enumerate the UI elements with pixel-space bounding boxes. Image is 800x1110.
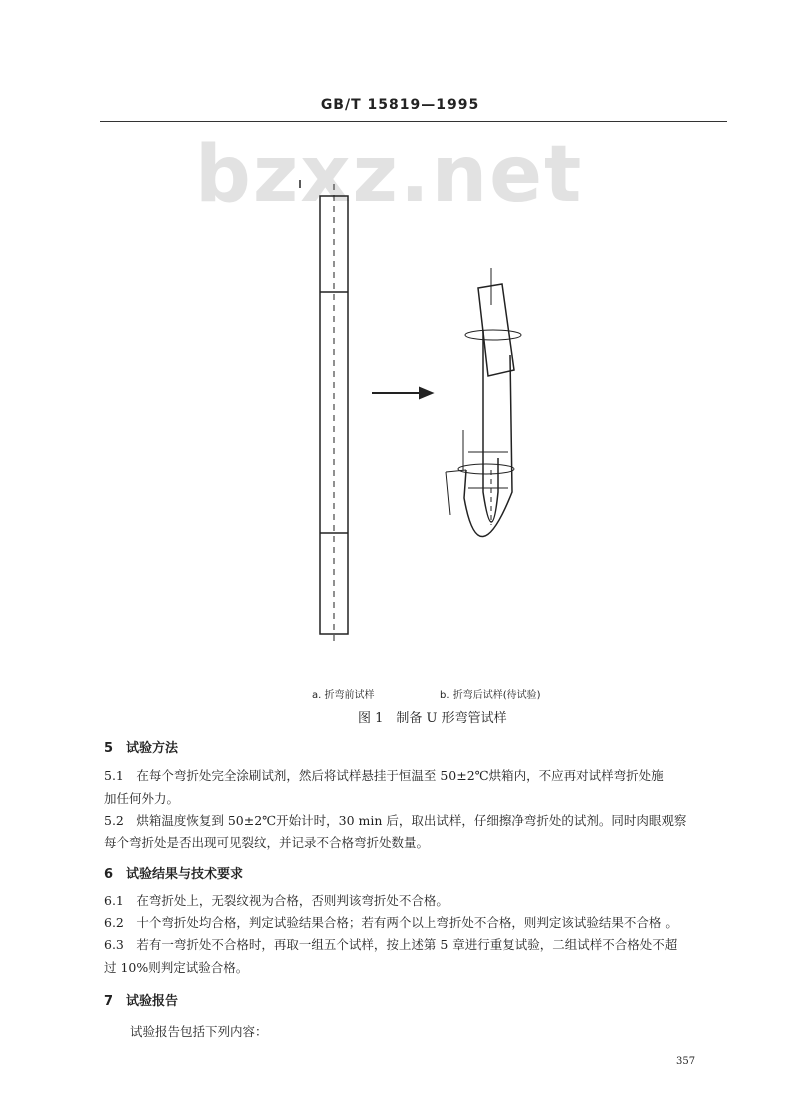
u-bend-figure [250,180,580,660]
bent-tube-drawing [446,268,521,537]
para-6-1: 6.1 在弯折处上，无裂纹视为合格，否则判该弯折处不合格。 [104,893,449,908]
standard-header: GB/T 15819—1995 [320,97,480,113]
para-5-2-line2: 每个弯折处是否出现可见裂纹，并记录不合格弯折处数量。 [104,835,430,850]
section-5-heading: 5 试验方法 [104,741,179,756]
para-5-2-line1: 5.2 烘箱温度恢复到 50±2℃开始计时，30 min 后，取出试样，仔细擦净弯折处的试剂。同时肉眼观察 [104,813,687,828]
section-6-heading: 6 试验结果与技术要求 [104,867,244,882]
straight-tube-drawing [300,180,348,646]
para-6-3-line2: 过 10%则判定试验合格。 [104,960,249,975]
para-6-2: 6.2 十个弯折处均合格，判定试验结果合格；若有两个以上弯折处不合格，则判定该试验结果不合格 。 [104,915,678,930]
figure-caption-a: a. 折弯前试样 [312,690,375,701]
page-number: 357 [676,1056,696,1067]
para-6-3-line1: 6.3 若有一弯折处不合格时，再取一组五个试样，按上述第 5 章进行重复试验，二组试样不合格处不超 [104,937,678,952]
arrow-icon [372,388,432,398]
para-5-1-line1: 5.1 在每个弯折处完全涂刷试剂，然后将试样悬挂于恒温至 50±2℃烘箱内，不应再对试样弯折处施 [104,768,664,783]
para-7-1: 试验报告包括下列内容： [130,1024,268,1039]
watermark: bzxz.net [195,130,584,220]
para-5-1-line2: 加任何外力。 [104,791,180,806]
header-rule [100,121,727,122]
figure-caption-b: b. 折弯后试样(待试验) [440,690,541,701]
section-7-heading: 7 试验报告 [104,994,179,1009]
figure-title: 图 1 制备 U 形弯管试样 [358,711,507,726]
